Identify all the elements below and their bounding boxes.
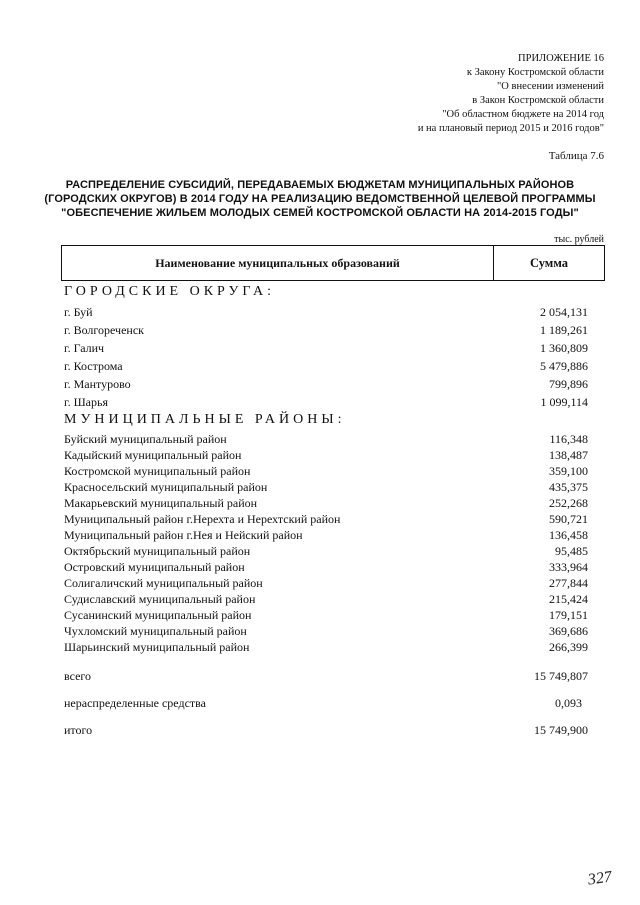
row-name: г. Буй	[64, 305, 93, 319]
row-value: 1 360,809	[540, 341, 588, 355]
unallocated-label: нераспределенные средства	[64, 696, 206, 710]
table-row	[64, 479, 588, 495]
section-urban: ГОРОДСКИЕ ОКРУГА:	[64, 284, 275, 299]
appendix-line: к Закону Костромской области	[466, 67, 604, 78]
row-name: Буйский муниципальный район	[64, 432, 227, 446]
row-value: 369,686	[549, 624, 588, 638]
row-name: Костромской муниципальный район	[64, 464, 251, 478]
total-label: всего	[64, 669, 92, 683]
row-name: г. Шарья	[64, 395, 108, 409]
table-row	[64, 431, 588, 447]
appendix-line: и на плановый период 2015 и 2016 годов"	[417, 123, 604, 134]
handwritten-page-mark: 327	[586, 868, 613, 889]
table-row	[64, 511, 588, 527]
table-row	[64, 575, 588, 591]
table-row	[64, 543, 588, 559]
title-line: "ОБЕСПЕЧЕНИЕ ЖИЛЬЕМ МОЛОДЫХ СЕМЕЙ КОСТРОМСКОЙ ОБЛАСТИ НА 2014-2015 ГОДЫ"	[61, 207, 579, 219]
title-line: (ГОРОДСКИХ ОКРУГОВ) В 2014 ГОДУ НА РЕАЛИЗАЦИЮ ВЕДОМСТВЕННОЙ ЦЕЛЕВОЙ ПРОГРАММЫ	[44, 193, 596, 205]
table-row	[64, 322, 588, 338]
row-value: 435,375	[549, 480, 588, 494]
row-name: г. Кострома	[64, 359, 123, 373]
table-row	[64, 376, 588, 392]
row-name: Муниципальный район г.Нея и Нейский район	[64, 528, 303, 542]
document-title	[40, 178, 600, 220]
row-value: 116,348	[549, 432, 588, 446]
total-value: 15 749,807	[534, 669, 588, 683]
row-value: 136,458	[549, 528, 588, 542]
table-row	[64, 495, 588, 511]
row-name: г. Волгореченск	[64, 323, 144, 337]
row-name: г. Мантурово	[64, 377, 131, 391]
table-row	[64, 591, 588, 607]
row-name: г. Галич	[64, 341, 105, 355]
row-name: Островский муниципальный район	[64, 560, 245, 574]
section-districts: МУНИЦИПАЛЬНЫЕ РАЙОНЫ:	[64, 412, 346, 427]
row-name: Октябрьский муниципальный район	[64, 544, 251, 558]
row-value: 5 479,886	[540, 359, 588, 373]
total-row	[64, 668, 588, 684]
row-value: 1 189,261	[540, 323, 588, 337]
table-row	[64, 304, 588, 320]
appendix-header	[418, 52, 604, 136]
row-value: 266,399	[549, 640, 588, 654]
row-name: Макарьевский муниципальный район	[64, 496, 258, 510]
row-value: 95,485	[555, 544, 588, 558]
table-row	[64, 559, 588, 575]
units-label: тыс. рублей	[554, 234, 604, 245]
row-name: Муниципальный район г.Нерехта и Нерехтский район	[64, 512, 341, 526]
grand-total-label: итого	[64, 723, 93, 737]
row-value: 590,721	[549, 512, 588, 526]
table-row	[64, 527, 588, 543]
grand-total-value: 15 749,900	[534, 723, 588, 737]
table-row	[64, 463, 588, 479]
table-row	[64, 639, 588, 655]
table-row	[64, 394, 588, 410]
unallocated-value: 0,093	[555, 696, 582, 710]
row-value: 1 099,114	[540, 395, 588, 409]
column-header-sum: Сумма	[530, 255, 568, 270]
row-value: 2 054,131	[540, 305, 588, 319]
table-label: Таблица 7.6	[548, 150, 604, 162]
table-row	[64, 623, 588, 639]
row-name: Кадыйский муниципальный район	[64, 448, 242, 462]
unallocated-row	[64, 695, 588, 711]
row-name: Судиславский муниципальный район	[64, 592, 256, 606]
row-value: 333,964	[549, 560, 588, 574]
row-name: Шарьинский муниципальный район	[64, 640, 250, 654]
row-value: 799,896	[549, 377, 588, 391]
row-value: 277,844	[549, 576, 588, 590]
row-name: Сусанинский муниципальный район	[64, 608, 252, 622]
table-row	[64, 607, 588, 623]
row-name: Красносельский муниципальный район	[64, 480, 268, 494]
title-line: РАСПРЕДЕЛЕНИЕ СУБСИДИЙ, ПЕРЕДАВАЕМЫХ БЮДЖЕТАМ МУНИЦИПАЛЬНЫХ РАЙОНОВ	[65, 179, 575, 191]
column-header-name: Наименование муниципальных образований	[62, 246, 494, 280]
table-row	[64, 358, 588, 374]
appendix-line: в Закон Костромской области	[472, 95, 604, 106]
appendix-line: "Об областном бюджете на 2014 год	[442, 109, 604, 120]
appendix-line: "О внесении изменений	[497, 81, 604, 92]
row-name: Чухломский муниципальный район	[64, 624, 247, 638]
table-row	[64, 340, 588, 356]
grand-total-row	[64, 722, 588, 738]
row-value: 179,151	[549, 608, 588, 622]
row-value: 359,100	[549, 464, 588, 478]
row-value: 138,487	[549, 448, 588, 462]
table-header	[61, 245, 605, 281]
row-name: Солигаличский муниципальный район	[64, 576, 263, 590]
appendix-number: ПРИЛОЖЕНИЕ 16	[518, 53, 604, 64]
table-row	[64, 447, 588, 463]
row-value: 252,268	[549, 496, 588, 510]
row-value: 215,424	[549, 592, 588, 606]
